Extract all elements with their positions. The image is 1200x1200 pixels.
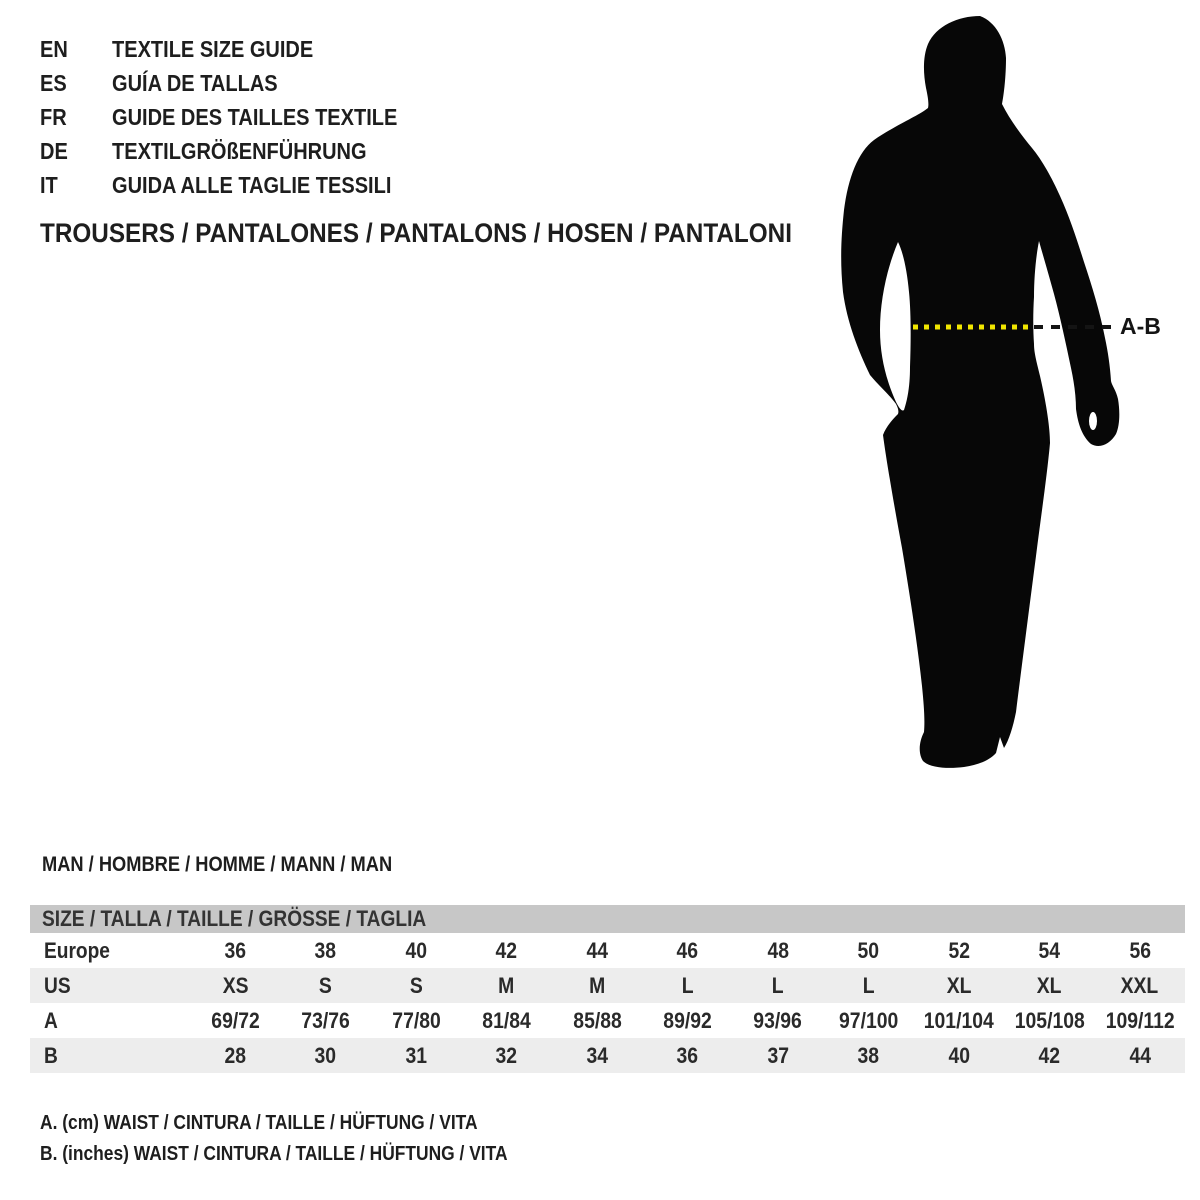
- row-label-b: B: [44, 1042, 58, 1068]
- row-label-us: US: [44, 972, 71, 998]
- size-cell: 50: [857, 937, 880, 963]
- size-cell: XL: [1036, 972, 1062, 998]
- size-table-row-a: [30, 1003, 1185, 1038]
- size-cell: 34: [586, 1042, 608, 1068]
- size-cell: 44: [1128, 1042, 1151, 1068]
- size-cell: 36: [676, 1042, 699, 1068]
- language-row-es: [40, 66, 440, 100]
- language-row-en: [40, 32, 440, 66]
- size-cell: 77/80: [391, 1007, 441, 1033]
- size-table: [30, 905, 1185, 1073]
- size-cell: S: [319, 972, 333, 998]
- language-title: GUIDA ALLE TAGLIE TESSILI: [112, 172, 392, 198]
- note-waist-cm: A. (cm) WAIST / CINTURA / TAILLE / HÜFTUNG / VITA: [40, 1112, 478, 1134]
- row-label-europe: Europe: [44, 937, 110, 963]
- gender-section-title: MAN / HOMBRE / HOMME / MANN / MAN: [42, 853, 393, 876]
- note-waist-inches: B. (inches) WAIST / CINTURA / TAILLE / HÜFTUNG / VITA: [40, 1143, 508, 1165]
- size-cell: 38: [857, 1042, 880, 1068]
- size-cell: 48: [767, 937, 789, 963]
- size-cell: XS: [222, 972, 249, 998]
- size-cell: 97/100: [838, 1007, 899, 1033]
- language-code: DE: [40, 138, 68, 164]
- size-cell: XL: [946, 972, 972, 998]
- language-title: TEXTILE SIZE GUIDE: [112, 36, 314, 62]
- size-cell: L: [862, 972, 875, 998]
- size-cell: 28: [224, 1042, 246, 1068]
- language-title-block: [40, 32, 440, 202]
- size-cell: 109/112: [1105, 1007, 1175, 1033]
- size-cell: 44: [586, 937, 608, 963]
- man-silhouette-path: [841, 16, 1119, 768]
- size-cell: S: [409, 972, 423, 998]
- size-table-row-b: [30, 1038, 1185, 1073]
- size-cell: 85/88: [572, 1007, 622, 1033]
- hand-detail: [1089, 412, 1097, 430]
- size-cell: 42: [495, 937, 518, 963]
- size-cell: XXL: [1120, 972, 1159, 998]
- size-cell: 81/84: [482, 1007, 531, 1033]
- language-code: EN: [40, 36, 68, 62]
- language-title: TEXTILGRÖßENFÜHRUNG: [112, 138, 367, 164]
- size-cell: 93/96: [753, 1007, 803, 1033]
- size-table-header: SIZE / TALLA / TAILLE / GRÖSSE / TAGLIA: [30, 905, 1185, 933]
- language-title: GUIDE DES TAILLES TEXTILE: [112, 104, 398, 130]
- size-cell: 89/92: [663, 1007, 712, 1033]
- size-cell: M: [588, 972, 606, 998]
- size-cell: 101/104: [923, 1007, 994, 1033]
- size-cell: 36: [224, 937, 246, 963]
- size-cell: 37: [767, 1042, 789, 1068]
- measurement-label-ab: A-B: [1120, 313, 1161, 339]
- language-code: FR: [40, 104, 67, 130]
- size-cell: 105/108: [1014, 1007, 1085, 1033]
- size-cell: 56: [1128, 937, 1151, 963]
- measurement-notes: [40, 1108, 577, 1170]
- size-cell: 46: [676, 937, 699, 963]
- row-label-a: A: [44, 1007, 58, 1033]
- language-row-fr: [40, 100, 440, 134]
- size-cell: 52: [948, 937, 970, 963]
- language-title: GUÍA DE TALLAS: [112, 70, 278, 96]
- size-cell: 42: [1038, 1042, 1061, 1068]
- size-cell: M: [498, 972, 515, 998]
- size-cell: 32: [495, 1042, 518, 1068]
- size-cell: 40: [948, 1042, 970, 1068]
- language-code: ES: [40, 70, 67, 96]
- size-cell: 54: [1038, 937, 1061, 963]
- size-cell: 38: [314, 937, 337, 963]
- size-cell: 30: [314, 1042, 337, 1068]
- size-cell: 40: [405, 937, 427, 963]
- size-cell: 31: [405, 1042, 427, 1068]
- man-silhouette-svg: [830, 0, 1200, 800]
- size-cell: L: [681, 972, 694, 998]
- language-row-it: [40, 168, 440, 202]
- size-cell: 73/76: [301, 1007, 350, 1033]
- language-code: IT: [40, 172, 58, 198]
- garment-category-title: TROUSERS / PANTALONES / PANTALONS / HOSEN / PANTALONI: [40, 218, 792, 248]
- size-cell: L: [772, 972, 784, 998]
- size-table-row-us: [30, 968, 1185, 1003]
- language-row-de: [40, 134, 440, 168]
- size-cell: 69/72: [210, 1007, 260, 1033]
- size-table-row-europe: [30, 933, 1185, 968]
